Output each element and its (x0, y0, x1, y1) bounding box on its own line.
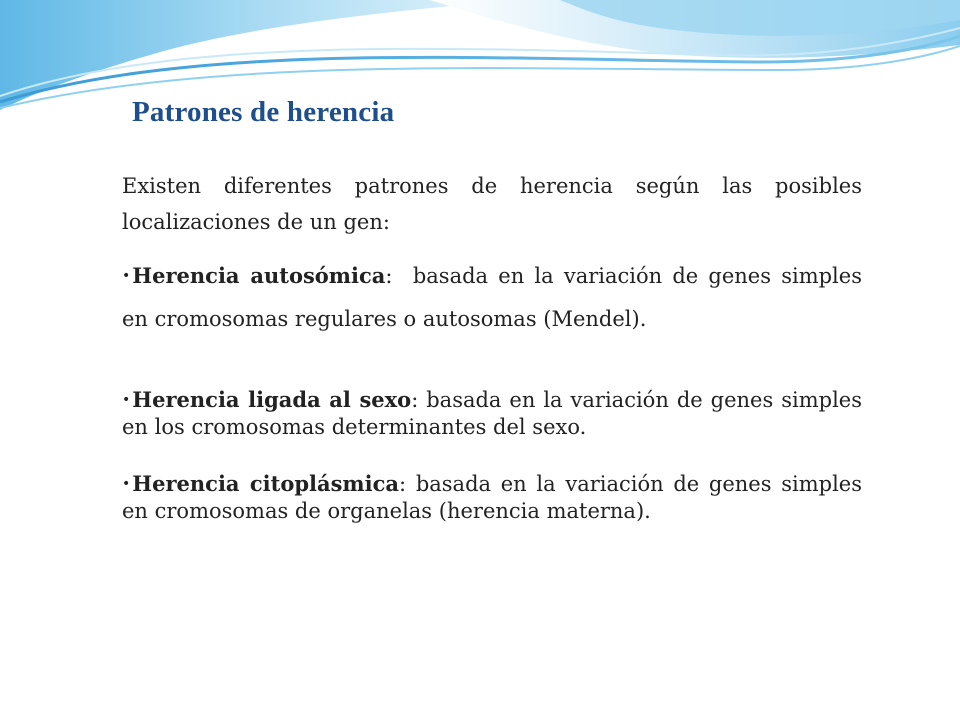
bullet-separator: : (399, 472, 416, 496)
slide-title: Patrones de herencia (132, 96, 395, 128)
bullet-separator: : (385, 264, 413, 288)
bullet-text: basada en la variación de genes simples en los cromosomas determinantes del sexo. (122, 388, 862, 439)
bullet-term: Herencia citoplásmica (132, 471, 400, 496)
bullet-term: Herencia ligada al sexo (132, 387, 412, 412)
intro-paragraph: Existen diferentes patrones de herencia según las posibles localizaciones de un gen: (122, 174, 862, 234)
slide-content (122, 168, 862, 523)
bullet-sex-linked (122, 388, 862, 439)
bullet-dot-icon: • (122, 268, 131, 284)
bullet-separator: : (411, 388, 427, 412)
bullet-text: basada en la variación de genes simples en cromosomas de organelas (herencia materna). (122, 472, 862, 523)
bullet-term: Herencia autosómica (132, 263, 386, 288)
bullet-cytoplasmic (122, 472, 862, 523)
bullet-dot-icon: • (122, 392, 131, 408)
bullet-autosomal (122, 256, 862, 339)
bullet-text: basada en la variación de genes simples en cromosomas regulares o autosomas (Mendel). (122, 264, 862, 331)
bullet-dot-icon: • (122, 476, 131, 492)
